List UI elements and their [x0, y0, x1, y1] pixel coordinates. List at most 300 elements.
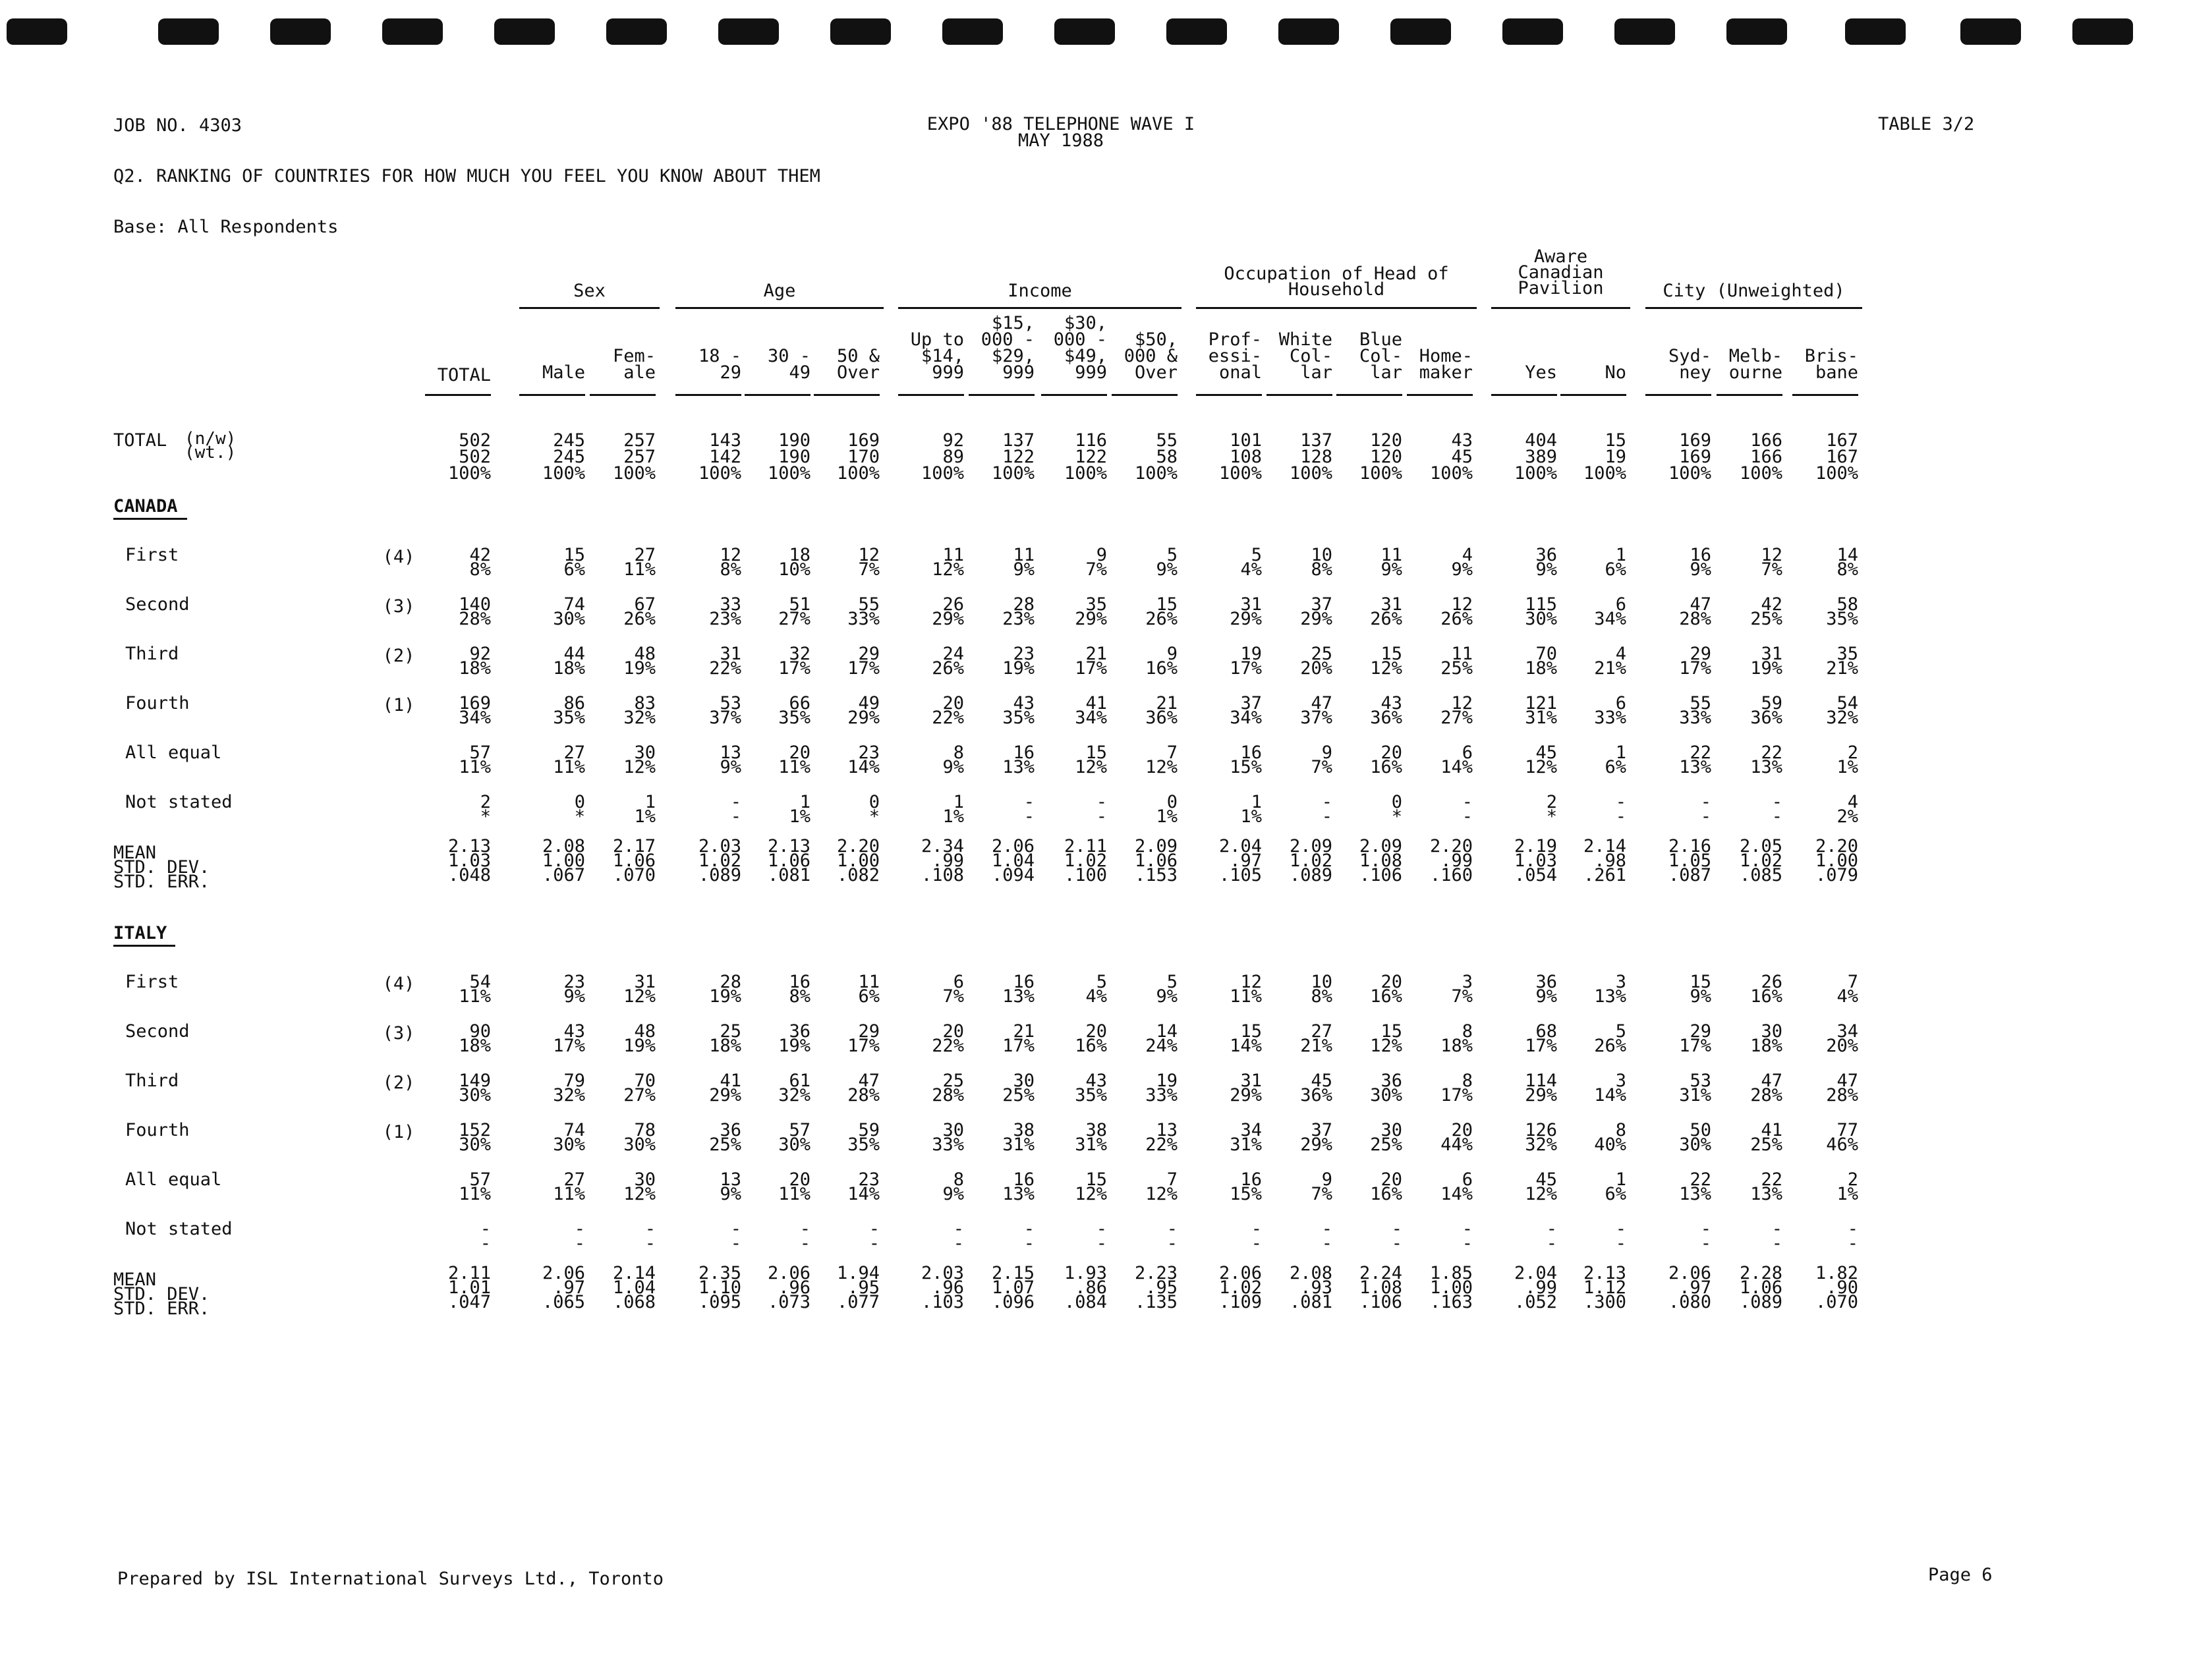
count-cell: 32	[789, 644, 811, 664]
percent-cell: 19%	[709, 986, 741, 1007]
count-cell: 0	[574, 792, 585, 812]
stat-cell: 1.08	[1359, 851, 1402, 871]
percent-cell: 29%	[1300, 609, 1332, 629]
percent-cell: 13%	[1002, 1184, 1035, 1204]
percent-cell: 15%	[1230, 1184, 1262, 1204]
percent-cell: -	[574, 1233, 585, 1254]
count-cell: 90	[469, 1021, 491, 1042]
percent-cell: 37%	[1300, 708, 1332, 728]
percent-cell: 7%	[1311, 1184, 1332, 1204]
percent-cell: 12%	[1075, 757, 1107, 777]
percent-cell: 18%	[459, 1036, 491, 1056]
stat-cell: 1.93	[1064, 1263, 1107, 1283]
perforation-hole	[1614, 18, 1675, 45]
total-cell: 167	[1826, 447, 1858, 467]
percent-cell: 13%	[1679, 1184, 1711, 1204]
percent-cell: 33%	[932, 1134, 964, 1155]
count-cell: 1	[1615, 1169, 1626, 1190]
percent-cell: 31%	[1525, 708, 1557, 728]
count-cell: 6	[1462, 1169, 1473, 1190]
count-cell: -	[1847, 1219, 1858, 1239]
count-cell: 11	[1451, 644, 1473, 664]
column-header: TOTAL	[437, 365, 491, 385]
percent-cell: 36%	[1750, 708, 1782, 728]
stat-cell: 2.16	[1668, 836, 1711, 856]
stat-cell: .100	[1064, 865, 1107, 885]
row-label: Second	[125, 594, 190, 615]
percent-cell: 12%	[1370, 1036, 1402, 1056]
percent-cell: 1%	[942, 806, 964, 827]
count-cell: 26	[942, 594, 964, 615]
stat-cell: .080	[1668, 1292, 1711, 1312]
stat-cell: 1.07	[991, 1277, 1035, 1298]
stat-cell: 2.04	[1218, 836, 1262, 856]
total-cell: 120	[1370, 430, 1402, 451]
count-cell: 27	[634, 545, 656, 565]
count-cell: 37	[1311, 1120, 1332, 1140]
count-cell: 43	[1380, 693, 1402, 714]
count-cell: 15	[1690, 972, 1711, 992]
total-cell: 143	[709, 430, 741, 451]
percent-cell: 29%	[1230, 1085, 1262, 1106]
stat-cell: 2.03	[698, 836, 741, 856]
percent-cell: 17%	[1679, 658, 1711, 679]
count-cell: 43	[1013, 693, 1035, 714]
column-header: 50 & Over	[836, 346, 880, 383]
percent-cell: 31%	[1679, 1085, 1711, 1106]
rank-code: (4)	[382, 547, 415, 567]
percent-cell: 22%	[932, 1036, 964, 1056]
count-cell: 15	[1085, 742, 1107, 763]
percent-cell: 32%	[1826, 708, 1858, 728]
percent-cell: -	[1462, 806, 1473, 827]
count-cell: 20	[1085, 1021, 1107, 1042]
count-cell: 16	[1240, 1169, 1262, 1190]
page-number: Page 6	[1928, 1565, 1993, 1585]
count-cell: 7	[1847, 972, 1858, 992]
total-cell: 100%	[1429, 463, 1473, 484]
count-cell: 43	[1085, 1071, 1107, 1091]
stat-cell: .054	[1514, 865, 1557, 885]
perforation-hole	[1845, 18, 1906, 45]
percent-cell: 27%	[778, 609, 811, 629]
count-cell: 16	[1013, 1169, 1035, 1190]
count-cell: 86	[563, 693, 585, 714]
total-row-sublabel: (n/w) (wt.)	[185, 429, 237, 462]
count-cell: 16	[1013, 972, 1035, 992]
percent-cell: 26%	[1440, 609, 1473, 629]
percent-cell: -	[644, 1233, 656, 1254]
percent-cell: 29%	[1075, 609, 1107, 629]
percent-cell: 17%	[1525, 1036, 1557, 1056]
percent-cell: 25%	[1440, 658, 1473, 679]
percent-cell: -	[1023, 1233, 1035, 1254]
percent-cell: 18%	[1525, 658, 1557, 679]
count-cell: 15	[1240, 1021, 1262, 1042]
count-cell: 31	[1380, 594, 1402, 615]
section-title: ITALY	[113, 923, 167, 943]
percent-cell: 9%	[1380, 559, 1402, 580]
percent-cell: 18%	[553, 658, 585, 679]
percent-cell: 6%	[563, 559, 585, 580]
count-cell: 126	[1525, 1120, 1557, 1140]
total-cell: 100%	[991, 463, 1035, 484]
perforation-hole	[1960, 18, 2021, 45]
count-cell: 29	[858, 1021, 880, 1042]
count-cell: 57	[469, 1169, 491, 1190]
perforation-hole	[718, 18, 779, 45]
count-cell: 47	[858, 1071, 880, 1091]
percent-cell: *	[1546, 806, 1557, 827]
percent-cell: 25%	[1002, 1085, 1035, 1106]
percent-cell: 27%	[623, 1085, 656, 1106]
group-header: Income	[1008, 281, 1072, 301]
percent-cell: 28%	[1679, 609, 1711, 629]
percent-cell: 12%	[1525, 1184, 1557, 1204]
stat-cell: .96	[932, 1277, 964, 1298]
perforation-hole	[382, 18, 443, 45]
group-header: Occupation of Head of Household	[1224, 264, 1449, 300]
column-underline	[898, 394, 964, 396]
count-cell: 36	[789, 1021, 811, 1042]
stat-cell: 2.14	[612, 1263, 656, 1283]
percent-cell: 8%	[1311, 986, 1332, 1007]
percent-cell: 11%	[1230, 986, 1262, 1007]
count-cell: 31	[634, 972, 656, 992]
percent-cell: 34%	[1075, 708, 1107, 728]
rank-code: (2)	[382, 646, 415, 666]
stat-cell: .085	[1739, 865, 1782, 885]
count-cell: 53	[1690, 1071, 1711, 1091]
stat-cell: 2.24	[1359, 1263, 1402, 1283]
count-cell: 12	[1451, 693, 1473, 714]
column-underline	[1112, 394, 1178, 396]
count-cell: 14	[1836, 545, 1858, 565]
percent-cell: 19%	[623, 1036, 656, 1056]
column-header: No	[1605, 362, 1626, 383]
percent-cell: 4%	[1836, 986, 1858, 1007]
percent-cell: 1%	[789, 806, 811, 827]
count-cell: 15	[563, 545, 585, 565]
group-header: Aware Canadian Pavilion	[1518, 246, 1604, 298]
percent-cell: 9%	[1690, 986, 1711, 1007]
count-cell: 31	[1240, 594, 1262, 615]
percent-cell: 22%	[1145, 1134, 1178, 1155]
rank-code: (1)	[382, 695, 415, 715]
stat-cell: 1.85	[1429, 1263, 1473, 1283]
stat-cell: .97	[1679, 1277, 1711, 1298]
group-underline	[519, 307, 660, 309]
stat-cell: .106	[1359, 1292, 1402, 1312]
percent-cell: 7%	[1761, 559, 1782, 580]
percent-cell: 4%	[1240, 559, 1262, 580]
stat-cell: 2.13	[1583, 1263, 1626, 1283]
stat-cell: .106	[1359, 865, 1402, 885]
stat-label: STD. DEV.	[113, 1284, 210, 1304]
percent-cell: -	[953, 1233, 964, 1254]
stat-cell: 1.06	[1134, 851, 1178, 871]
count-cell: 1	[953, 792, 964, 812]
count-cell: 30	[942, 1120, 964, 1140]
count-cell: -	[799, 1219, 811, 1239]
percent-cell: 29%	[932, 609, 964, 629]
total-cell: 100%	[836, 463, 880, 484]
count-cell: 43	[563, 1021, 585, 1042]
total-cell: 116	[1075, 430, 1107, 451]
percent-cell: -	[1771, 806, 1782, 827]
stat-cell: .163	[1429, 1292, 1473, 1312]
count-cell: 0	[1391, 792, 1402, 812]
row-label: Fourth	[125, 693, 190, 714]
percent-cell: 7%	[858, 559, 880, 580]
count-cell: 10	[1311, 545, 1332, 565]
percent-cell: 12%	[1525, 757, 1557, 777]
count-cell: 23	[858, 1169, 880, 1190]
percent-cell: 21%	[1594, 658, 1626, 679]
count-cell: 78	[634, 1120, 656, 1140]
percent-cell: 21%	[1826, 658, 1858, 679]
total-cell: 257	[623, 430, 656, 451]
percent-cell: -	[1096, 806, 1107, 827]
stat-cell: 1.02	[1218, 1277, 1262, 1298]
count-cell: 54	[469, 972, 491, 992]
percent-cell: 11%	[459, 757, 491, 777]
percent-cell: 9%	[720, 1184, 741, 1204]
percent-cell: 46%	[1826, 1134, 1858, 1155]
stat-cell: .089	[1289, 865, 1332, 885]
percent-cell: 18%	[1750, 1036, 1782, 1056]
stat-cell: .082	[836, 865, 880, 885]
percent-cell: 30%	[553, 1134, 585, 1155]
percent-cell: 16%	[1075, 1036, 1107, 1056]
total-cell: 100%	[1583, 463, 1626, 484]
percent-cell: 8%	[469, 559, 491, 580]
percent-cell: 28%	[1750, 1085, 1782, 1106]
row-label: Not stated	[125, 1219, 233, 1239]
stat-cell: .070	[612, 865, 656, 885]
count-cell: 2	[1847, 1169, 1858, 1190]
percent-cell: 9%	[942, 1184, 964, 1204]
count-cell: -	[1700, 792, 1711, 812]
count-cell: 31	[1240, 1071, 1262, 1091]
stat-cell: .087	[1668, 865, 1711, 885]
count-cell: 29	[858, 644, 880, 664]
stat-cell: .105	[1218, 865, 1262, 885]
count-cell: 2	[1546, 792, 1557, 812]
percent-cell: 30%	[778, 1134, 811, 1155]
percent-cell: -	[868, 1233, 880, 1254]
stat-cell: .108	[921, 865, 964, 885]
count-cell: 6	[1615, 693, 1626, 714]
perforation-hole	[942, 18, 1003, 45]
percent-cell: 13%	[1002, 757, 1035, 777]
percent-cell: 32%	[778, 1085, 811, 1106]
stat-cell: 2.11	[447, 1263, 491, 1283]
percent-cell: 9%	[1013, 559, 1035, 580]
total-cell: 15	[1605, 430, 1626, 451]
count-cell: 53	[720, 693, 741, 714]
count-cell: 22	[1761, 742, 1782, 763]
stat-cell: 1.04	[991, 851, 1035, 871]
count-cell: 14	[1156, 1021, 1178, 1042]
count-cell: 20	[1380, 742, 1402, 763]
percent-cell: 1%	[634, 806, 656, 827]
percent-cell: 1%	[1156, 806, 1178, 827]
count-cell: 12	[1761, 545, 1782, 565]
stat-cell: 1.00	[1429, 1277, 1473, 1298]
column-header: Fem- ale	[612, 346, 656, 383]
percent-cell: 26%	[1370, 609, 1402, 629]
perforation-hole	[1166, 18, 1227, 45]
count-cell: 9	[1166, 644, 1178, 664]
count-cell: 31	[720, 644, 741, 664]
job-number: JOB NO. 4303	[113, 115, 242, 136]
count-cell: -	[1615, 792, 1626, 812]
percent-cell: 13%	[1594, 986, 1626, 1007]
count-cell: 152	[459, 1120, 491, 1140]
total-cell: 19	[1605, 447, 1626, 467]
total-cell: 100%	[1064, 463, 1107, 484]
column-underline	[519, 394, 585, 396]
count-cell: 0	[868, 792, 880, 812]
group-underline	[1645, 307, 1862, 309]
total-cell: 170	[847, 447, 880, 467]
percent-cell: 9%	[563, 986, 585, 1007]
count-cell: 22	[1690, 1169, 1711, 1190]
percent-cell: 34%	[1230, 708, 1262, 728]
question-text: Q2. RANKING OF COUNTRIES FOR HOW MUCH YOU FEEL YOU KNOW ABOUT THEM	[113, 166, 820, 186]
percent-cell: -	[799, 1233, 811, 1254]
percent-cell: 15%	[1230, 757, 1262, 777]
percent-cell: 10%	[778, 559, 811, 580]
count-cell: 70	[1535, 644, 1557, 664]
percent-cell: 9%	[1690, 559, 1711, 580]
column-header: Melb- ourne	[1728, 346, 1782, 383]
count-cell: 3	[1462, 972, 1473, 992]
count-cell: 23	[563, 972, 585, 992]
total-cell: 100%	[1289, 463, 1332, 484]
count-cell: 31	[1761, 644, 1782, 664]
column-header: 18 - 29	[698, 346, 741, 383]
stat-cell: .068	[612, 1292, 656, 1312]
stat-cell: 2.06	[991, 836, 1035, 856]
percent-cell: 14%	[1230, 1036, 1262, 1056]
count-cell: 30	[1013, 1071, 1035, 1091]
count-cell: 8	[953, 1169, 964, 1190]
stat-cell: .084	[1064, 1292, 1107, 1312]
column-underline	[1336, 394, 1402, 396]
percent-cell: -	[1700, 1233, 1711, 1254]
count-cell: 25	[942, 1071, 964, 1091]
count-cell: 47	[1836, 1071, 1858, 1091]
count-cell: 1	[1251, 792, 1262, 812]
total-cell: 122	[1075, 447, 1107, 467]
column-header: Up to $14, 999	[910, 329, 964, 383]
group-header: Age	[763, 281, 796, 301]
stat-cell: .153	[1134, 865, 1178, 885]
count-cell: 35	[1836, 644, 1858, 664]
total-cell: 101	[1230, 430, 1262, 451]
count-cell: 54	[1836, 693, 1858, 714]
perforation-hole	[494, 18, 555, 45]
percent-cell: 12%	[623, 1184, 656, 1204]
stat-cell: .95	[847, 1277, 880, 1298]
stat-cell: .052	[1514, 1292, 1557, 1312]
percent-cell: 6%	[858, 986, 880, 1007]
stat-cell: 2.20	[1815, 836, 1858, 856]
stat-cell: 2.06	[1218, 1263, 1262, 1283]
percent-cell: 40%	[1594, 1134, 1626, 1155]
column-underline	[969, 394, 1035, 396]
row-label: All equal	[125, 1169, 222, 1190]
percent-cell: 26%	[1594, 1036, 1626, 1056]
count-cell: 55	[1690, 693, 1711, 714]
count-cell: 20	[942, 1021, 964, 1042]
count-cell: 22	[1690, 742, 1711, 763]
stat-cell: 1.00	[1815, 851, 1858, 871]
total-cell: 45	[1451, 447, 1473, 467]
stat-cell: .067	[542, 865, 585, 885]
count-cell: 4	[1847, 792, 1858, 812]
stat-cell: 2.15	[991, 1263, 1035, 1283]
row-label: All equal	[125, 742, 222, 763]
count-cell: 169	[459, 693, 491, 714]
count-cell: -	[1771, 792, 1782, 812]
stat-cell: .079	[1815, 865, 1858, 885]
stat-cell: 1.06	[1739, 1277, 1782, 1298]
stat-cell: .073	[767, 1292, 811, 1312]
stat-cell: .160	[1429, 865, 1473, 885]
count-cell: 45	[1535, 1169, 1557, 1190]
count-cell: 10	[1311, 972, 1332, 992]
percent-cell: 13%	[1002, 986, 1035, 1007]
count-cell: 67	[634, 594, 656, 615]
percent-cell: 19%	[1750, 658, 1782, 679]
count-cell: 22	[1761, 1169, 1782, 1190]
count-cell: -	[1321, 792, 1332, 812]
count-cell: 37	[1311, 594, 1332, 615]
count-cell: 3	[1615, 972, 1626, 992]
count-cell: 20	[789, 742, 811, 763]
total-cell: 404	[1525, 430, 1557, 451]
percent-cell: 12%	[1370, 658, 1402, 679]
perforation-hole	[606, 18, 667, 45]
count-cell: 9	[1096, 545, 1107, 565]
count-cell: 57	[469, 742, 491, 763]
total-cell: 108	[1230, 447, 1262, 467]
column-header: $50, 000 & Over	[1124, 329, 1178, 383]
percent-cell: 9%	[1451, 559, 1473, 580]
count-cell: -	[1096, 792, 1107, 812]
stat-label: STD. ERR.	[113, 1299, 210, 1319]
count-cell: 23	[858, 742, 880, 763]
percent-cell: 27%	[1440, 708, 1473, 728]
percent-cell: 30%	[623, 1134, 656, 1155]
percent-cell: 14%	[847, 1184, 880, 1204]
count-cell: 140	[459, 594, 491, 615]
count-cell: 27	[1311, 1021, 1332, 1042]
count-cell: 15	[1380, 1021, 1402, 1042]
stat-cell: .109	[1218, 1292, 1262, 1312]
stat-cell: 1.10	[698, 1277, 741, 1298]
count-cell: 8	[1462, 1071, 1473, 1091]
percent-cell: 32%	[1525, 1134, 1557, 1155]
stat-cell: 1.06	[612, 851, 656, 871]
column-underline	[675, 394, 741, 396]
percent-cell: 35%	[1002, 708, 1035, 728]
count-cell: 26	[1761, 972, 1782, 992]
percent-cell: 30%	[553, 609, 585, 629]
